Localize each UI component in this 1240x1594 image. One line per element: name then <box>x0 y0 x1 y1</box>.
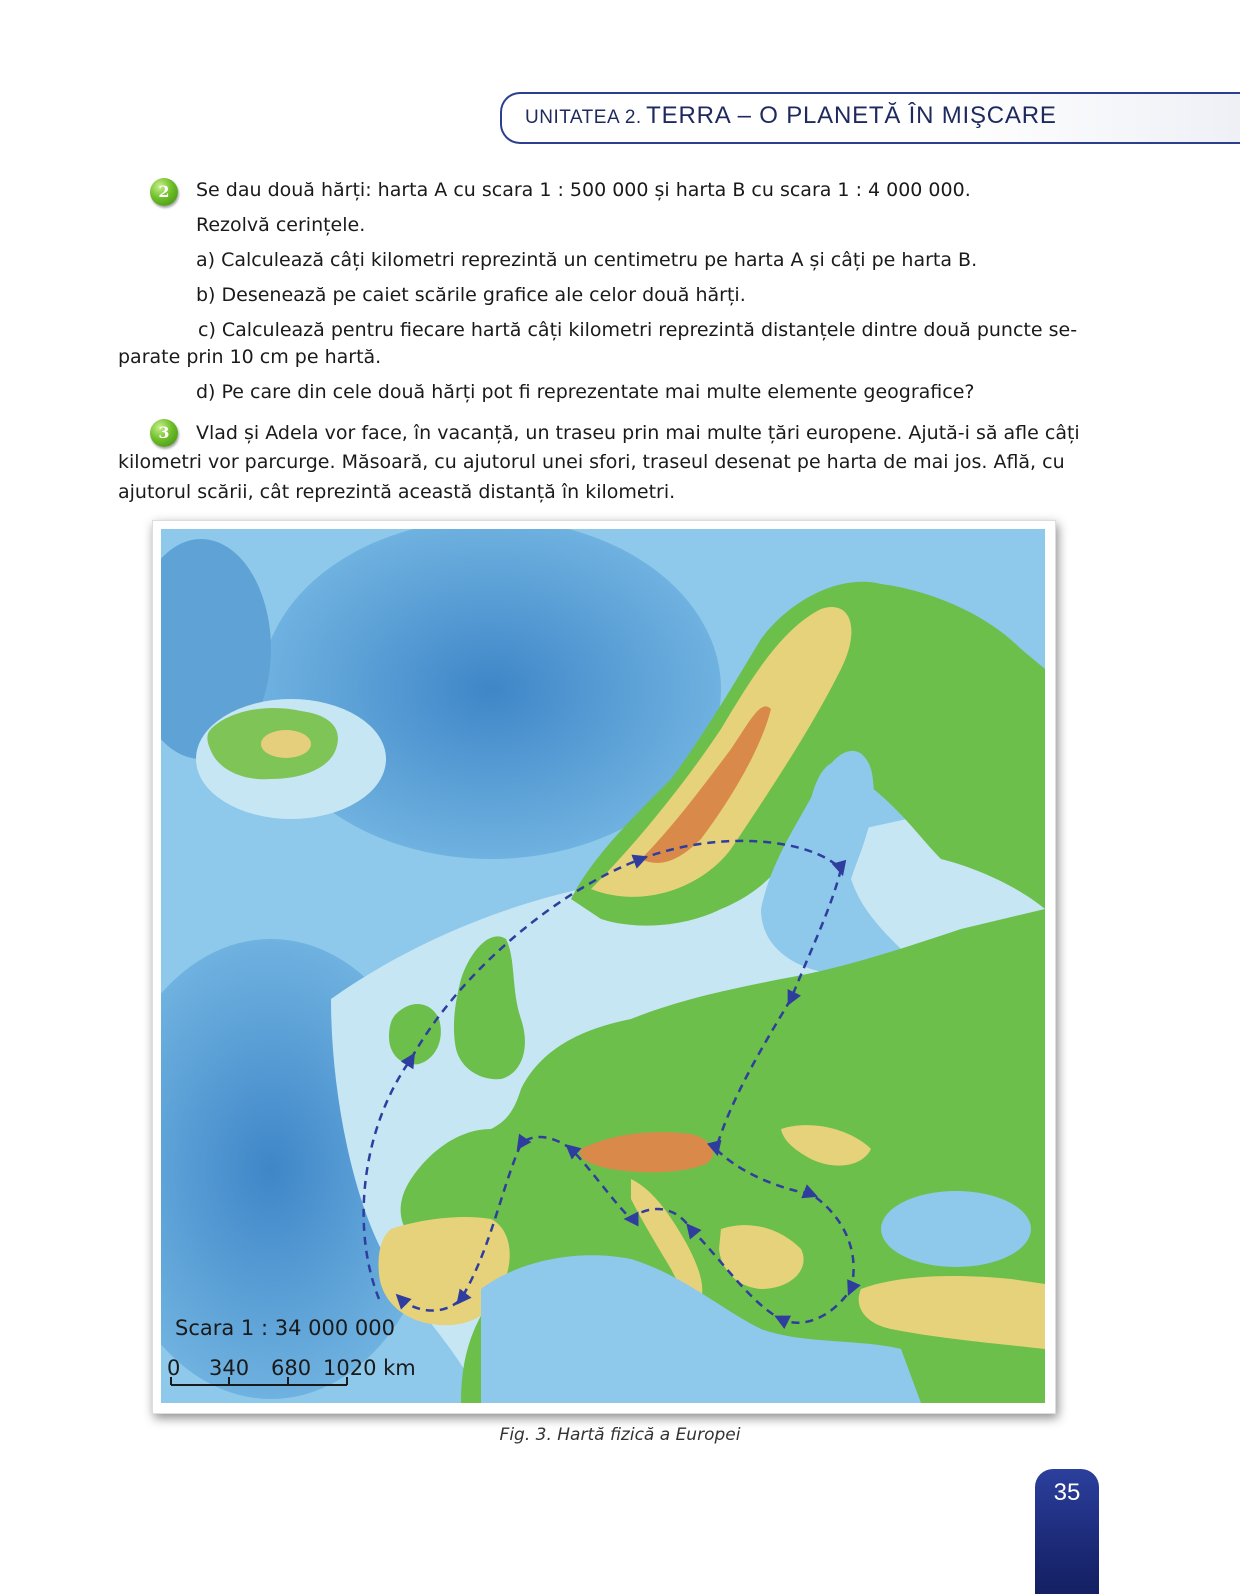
scale-tick-680: 680 <box>271 1356 312 1380</box>
scale-tick-1020: 1020 km <box>323 1356 416 1380</box>
black-sea <box>881 1191 1031 1267</box>
figure-caption: Fig. 3. Hartă fizică a Europei <box>499 1425 741 1445</box>
exercise-3-number-badge: 3 <box>150 419 178 447</box>
exercise-2-instruction: Rezolvă cerințele. <box>196 214 366 236</box>
europe-physical-map <box>152 520 1056 1414</box>
exercise-3-line1: Vlad și Adela vor face, în vacanță, un traseu prin mai multe țări europene. Ajută-i să afle câți <box>196 422 1080 444</box>
iceland-highlands <box>261 730 311 758</box>
unit-label: UNITATEA 2. <box>525 107 642 128</box>
exercise-3-line2: kilometri vor parcurge. Măsoară, cu ajutorul unei sfori, traseul desenat pe harta de mai jos. Află, cu <box>118 451 1065 473</box>
exercise-2-item-c-line1: c) Calculează pentru fiecare hartă câți kilometri reprezintă distanțele dintre două puncte se- <box>198 319 1078 341</box>
exercise-2-item-a: a) Calculează câți kilometri reprezintă un centimetru pe harta A și câți pe harta B. <box>196 249 978 271</box>
exercise-2-number-badge: 2 <box>150 178 178 206</box>
scale-tick-340: 340 <box>209 1356 250 1380</box>
page-number-tab <box>1035 1469 1099 1594</box>
page-number: 35 <box>1053 1479 1081 1506</box>
exercise-2-item-b: b) Desenează pe caiet scările grafice ale celor două hărți. <box>196 284 746 306</box>
exercise-2-item-c-line2: parate prin 10 cm pe hartă. <box>118 346 382 368</box>
map-scale-label: Scara 1 : 34 000 000 <box>175 1316 395 1340</box>
exercise-2-statement: Se dau două hărți: harta A cu scara 1 : 500 000 și harta B cu scara 1 : 4 000 000. <box>196 179 971 201</box>
exercise-2-item-d: d) Pe care din cele două hărți pot fi reprezentate mai multe elemente geografice? <box>196 381 975 403</box>
map-canvas <box>161 529 1045 1403</box>
unit-title: TERRA – O PLANETĂ ÎN MIŞCARE <box>646 102 1057 129</box>
unit-header <box>525 102 1057 130</box>
scale-tick-0: 0 <box>167 1356 181 1380</box>
exercise-3-line3: ajutorul scării, cât reprezintă această distanță în kilometri. <box>118 481 676 503</box>
